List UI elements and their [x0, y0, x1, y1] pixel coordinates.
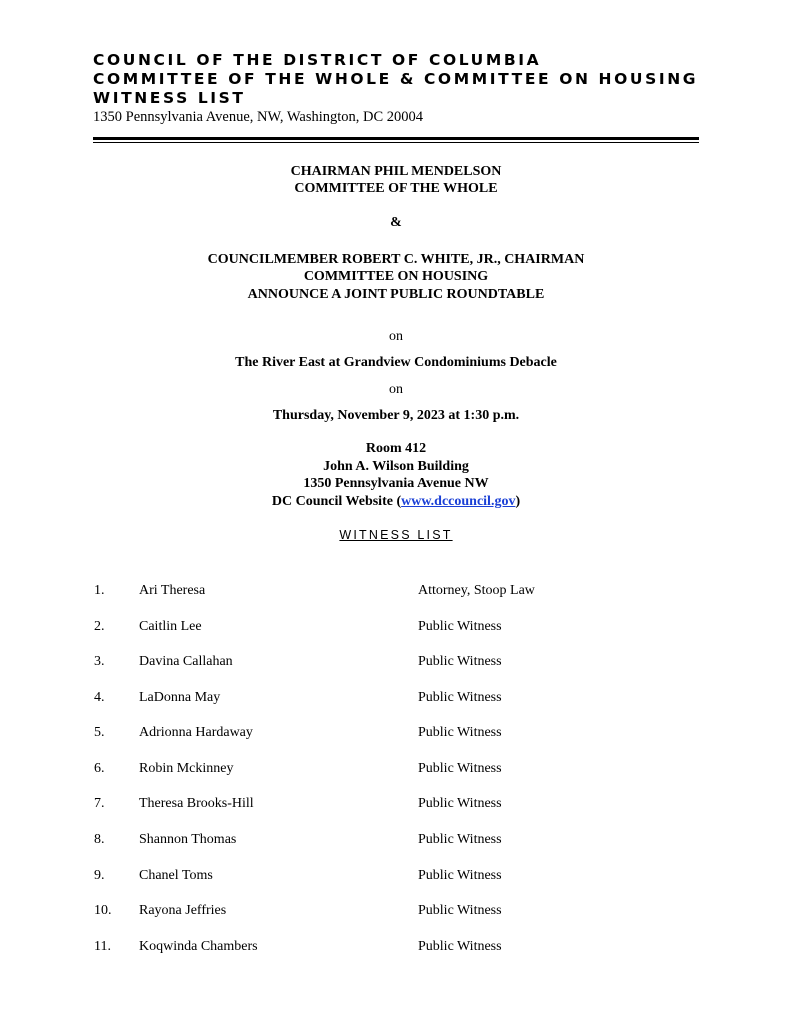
- building-name: John A. Wilson Building: [323, 459, 469, 474]
- chair2-committee: COMMITTEE ON HOUSING: [303, 269, 489, 284]
- witness-number: 3.: [94, 654, 105, 669]
- witness-row: [0, 653, 791, 671]
- witness-affiliation: Public Witness: [418, 868, 502, 883]
- witness-name: Koqwinda Chambers: [139, 939, 258, 954]
- witness-affiliation: Public Witness: [418, 903, 502, 918]
- header-divider-thick: [93, 137, 699, 140]
- witness-affiliation: Public Witness: [418, 796, 502, 811]
- witness-name: Rayona Jeffries: [139, 903, 227, 918]
- witness-row: [0, 689, 791, 707]
- witness-row: [0, 760, 791, 778]
- room-number: Room 412: [365, 441, 427, 456]
- witness-name: Robin Mckinney: [139, 761, 234, 776]
- witness-row: [0, 938, 791, 956]
- witness-affiliation: Public Witness: [418, 725, 502, 740]
- on-label-2: on: [389, 382, 403, 397]
- witness-number: 1.: [94, 583, 105, 598]
- witness-name: Chanel Toms: [139, 868, 213, 883]
- announcement-line: ANNOUNCE A JOINT PUBLIC ROUNDTABLE: [247, 287, 545, 302]
- witness-number: 9.: [94, 868, 105, 883]
- council-title: COUNCIL OF THE DISTRICT OF COLUMBIA: [93, 51, 542, 69]
- letterhead: [93, 51, 703, 126]
- witness-row: [0, 795, 791, 813]
- witness-affiliation: Public Witness: [418, 619, 502, 634]
- witness-name: Davina Callahan: [139, 654, 233, 669]
- roundtable-topic: The River East at Grandview Condominiums Debacle: [235, 355, 557, 370]
- witness-number: 5.: [94, 725, 105, 740]
- witness-number: 8.: [94, 832, 105, 847]
- on-label-1: on: [389, 329, 403, 344]
- witness-name: Ari Theresa: [139, 583, 206, 598]
- witness-number: 11.: [94, 939, 111, 954]
- street-address: 1350 Pennsylvania Avenue NW: [303, 476, 489, 491]
- witness-name: Caitlin Lee: [139, 619, 202, 634]
- witness-name: Adrionna Hardaway: [139, 725, 253, 740]
- committee-title: COMMITTEE OF THE WHOLE & COMMITTEE ON HOUSING: [93, 70, 699, 88]
- council-address: 1350 Pennsylvania Avenue, NW, Washington, DC 20004: [93, 109, 424, 125]
- witness-name: Theresa Brooks-Hill: [139, 796, 254, 811]
- witness-affiliation: Public Witness: [418, 690, 502, 705]
- witness-list-heading: WITNESS LIST: [339, 528, 453, 542]
- witness-row: [0, 867, 791, 885]
- website-line: [93, 493, 699, 510]
- chair2-name: COUNCILMEMBER ROBERT C. WHITE, JR., CHAIRMAN: [207, 252, 585, 267]
- witness-row: [0, 724, 791, 742]
- chair1-name: CHAIRMAN PHIL MENDELSON: [290, 164, 502, 179]
- header-divider-thin: [93, 142, 699, 143]
- witness-row: [0, 582, 791, 600]
- website-link[interactable]: www.dccouncil.gov: [401, 494, 516, 509]
- witness-affiliation: Public Witness: [418, 939, 502, 954]
- witness-number: 7.: [94, 796, 105, 811]
- witness-affiliation: Public Witness: [418, 654, 502, 669]
- document-type-title: WITNESS LIST: [93, 89, 246, 107]
- witness-name: Shannon Thomas: [139, 832, 237, 847]
- witness-number: 4.: [94, 690, 105, 705]
- witness-affiliation: Public Witness: [418, 761, 502, 776]
- ampersand: &: [390, 215, 402, 230]
- witness-number: 6.: [94, 761, 105, 776]
- witness-row: [0, 902, 791, 920]
- witness-name: LaDonna May: [139, 690, 221, 705]
- witness-affiliation: Attorney, Stoop Law: [418, 583, 535, 598]
- witness-number: 2.: [94, 619, 105, 634]
- chair1-committee: COMMITTEE OF THE WHOLE: [294, 181, 498, 196]
- witness-number: 10.: [94, 903, 112, 918]
- witness-row: [0, 831, 791, 849]
- witness-affiliation: Public Witness: [418, 832, 502, 847]
- hearing-datetime: Thursday, November 9, 2023 at 1:30 p.m.: [272, 408, 520, 423]
- witness-row: [0, 618, 791, 636]
- website-prefix: DC Council Website (: [271, 494, 402, 509]
- website-suffix: ): [515, 494, 521, 509]
